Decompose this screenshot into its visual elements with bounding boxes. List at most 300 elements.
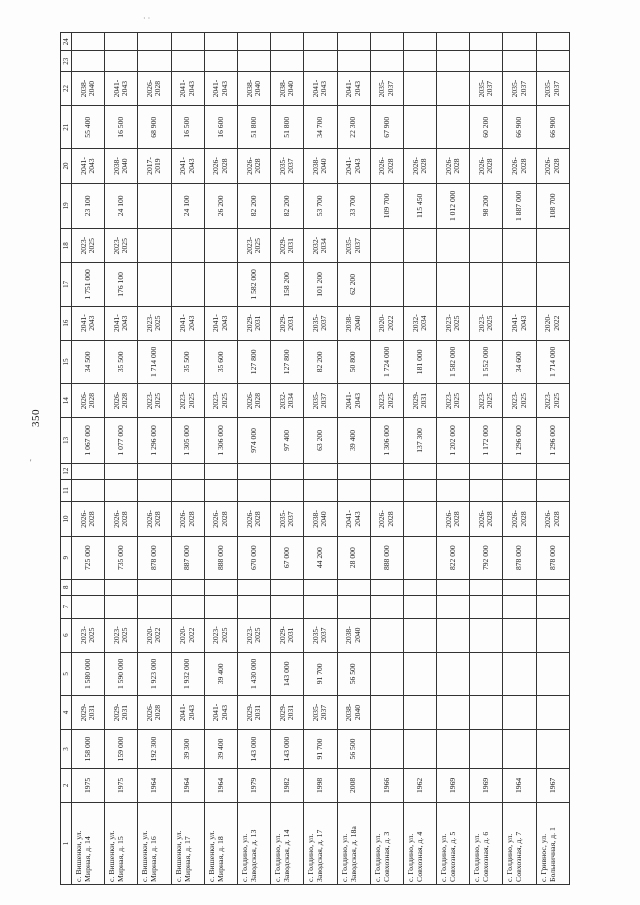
value-cell: 2032-2034 — [271, 383, 304, 417]
value-cell — [138, 463, 171, 479]
value-cell — [503, 33, 536, 51]
value-cell — [503, 463, 536, 479]
value-cell — [138, 595, 171, 618]
column-number-cell: 12 — [61, 463, 72, 479]
value-cell — [171, 595, 204, 618]
value-cell — [470, 463, 503, 479]
value-cell — [470, 695, 503, 729]
value-cell — [470, 33, 503, 51]
value-cell — [138, 479, 171, 502]
value-cell: 2035-2037 — [370, 71, 403, 105]
value-cell: 109 700 — [370, 183, 403, 229]
value-cell: 115 450 — [403, 183, 436, 229]
value-cell — [403, 595, 436, 618]
column-number-cell: 17 — [61, 263, 72, 306]
value-cell: 2029-2031 — [105, 695, 138, 729]
value-cell — [536, 229, 569, 263]
value-cell: 1966 — [370, 768, 403, 802]
value-cell — [503, 618, 536, 652]
value-cell — [237, 579, 270, 595]
value-cell: 2023-2025 — [237, 618, 270, 652]
value-cell — [304, 479, 337, 502]
value-cell: 2038-2040 — [337, 306, 370, 340]
value-cell — [437, 51, 470, 72]
value-cell — [204, 33, 237, 51]
value-cell: 2038-2040 — [72, 71, 105, 105]
value-cell — [105, 51, 138, 72]
value-cell: 35 500 — [105, 340, 138, 383]
value-cell: 2035-2037 — [271, 149, 304, 183]
column-number-cell: 13 — [61, 418, 72, 464]
value-cell — [470, 479, 503, 502]
value-cell — [304, 51, 337, 72]
value-cell: 2038-2040 — [237, 71, 270, 105]
value-cell — [470, 263, 503, 306]
value-cell — [337, 579, 370, 595]
value-cell: 2029-2031 — [271, 618, 304, 652]
value-cell: 127 800 — [271, 340, 304, 383]
value-cell — [503, 229, 536, 263]
value-cell — [370, 263, 403, 306]
value-cell: 1 580 000 — [72, 652, 105, 695]
value-cell: 1 751 000 — [72, 263, 105, 306]
value-cell: 1982 — [271, 768, 304, 802]
value-cell: 2041-2043 — [72, 306, 105, 340]
value-cell: 2026-2028 — [536, 502, 569, 536]
value-cell — [470, 652, 503, 695]
value-cell: 91 700 — [304, 652, 337, 695]
value-cell — [437, 595, 470, 618]
value-cell: 2023-2025 — [437, 383, 470, 417]
value-cell — [237, 463, 270, 479]
value-cell — [204, 229, 237, 263]
value-cell — [503, 479, 536, 502]
value-cell: 2035-2037 — [304, 383, 337, 417]
value-cell — [403, 695, 436, 729]
value-cell — [437, 618, 470, 652]
value-cell — [72, 463, 105, 479]
value-cell — [204, 51, 237, 72]
column-number-cell: 21 — [61, 106, 72, 149]
value-cell — [370, 51, 403, 72]
value-cell — [105, 479, 138, 502]
value-cell: 2041-2043 — [171, 306, 204, 340]
value-cell: 176 100 — [105, 263, 138, 306]
value-cell: 2041-2043 — [105, 306, 138, 340]
value-cell: 2026-2028 — [503, 149, 536, 183]
value-cell: 2023-2025 — [138, 383, 171, 417]
value-cell — [72, 33, 105, 51]
address-cell: с. Голдино, ул. Заводская, д. 13 — [237, 803, 270, 885]
value-cell: 39 300 — [171, 730, 204, 769]
value-cell — [304, 579, 337, 595]
value-cell: 66 900 — [503, 106, 536, 149]
value-cell — [503, 652, 536, 695]
column-number-cell: 14 — [61, 383, 72, 417]
value-cell: 792 000 — [470, 536, 503, 579]
value-cell — [204, 263, 237, 306]
value-cell: 158 000 — [72, 730, 105, 769]
value-cell — [105, 595, 138, 618]
value-cell — [370, 463, 403, 479]
value-cell: 2029-2031 — [271, 695, 304, 729]
value-cell: 34 700 — [304, 106, 337, 149]
value-cell — [437, 579, 470, 595]
address-cell: с. Голдино, ул. Заводская, д. 18а — [337, 803, 370, 885]
address-cell: с. Голдино, ул. Совхозная, д. 7 — [503, 803, 536, 885]
value-cell: 2023-2025 — [470, 306, 503, 340]
value-cell: 2035-2037 — [271, 502, 304, 536]
value-cell: 2035-2037 — [536, 71, 569, 105]
value-cell: 62 200 — [337, 263, 370, 306]
value-cell — [403, 51, 436, 72]
value-cell: 2038-2040 — [271, 71, 304, 105]
value-cell: 2026-2028 — [72, 383, 105, 417]
value-cell — [403, 463, 436, 479]
value-cell — [304, 33, 337, 51]
value-cell — [204, 479, 237, 502]
value-cell: 2023-2025 — [105, 229, 138, 263]
value-cell: 1 430 000 — [237, 652, 270, 695]
value-cell: 1 296 000 — [536, 418, 569, 464]
value-cell: 22 300 — [337, 106, 370, 149]
value-cell — [171, 479, 204, 502]
value-cell — [403, 536, 436, 579]
value-cell — [370, 730, 403, 769]
value-cell — [138, 229, 171, 263]
value-cell — [204, 463, 237, 479]
value-cell: 2026-2028 — [138, 695, 171, 729]
value-cell: 1 932 000 — [171, 652, 204, 695]
value-cell: 67 900 — [370, 106, 403, 149]
table-row — [138, 33, 171, 885]
address-cell: с. Голдино, ул. Заводская, д. 17 — [304, 803, 337, 885]
address-cell: с. Вишенки, ул. Мирная, д. 16 — [138, 803, 171, 885]
value-cell: 56 500 — [337, 652, 370, 695]
value-cell — [470, 730, 503, 769]
value-cell: 2035-2037 — [304, 618, 337, 652]
value-cell — [437, 33, 470, 51]
value-cell — [72, 479, 105, 502]
value-cell: 67 000 — [271, 536, 304, 579]
value-cell: 2029-2031 — [271, 306, 304, 340]
value-cell: 2026-2028 — [171, 502, 204, 536]
value-cell: 1 552 000 — [470, 340, 503, 383]
value-cell: 2026-2028 — [204, 502, 237, 536]
value-cell: 1964 — [503, 768, 536, 802]
value-cell — [403, 106, 436, 149]
value-cell: 1964 — [138, 768, 171, 802]
value-cell — [370, 229, 403, 263]
value-cell: 2026-2028 — [470, 149, 503, 183]
value-cell: 2038-2040 — [337, 695, 370, 729]
value-cell — [271, 33, 304, 51]
value-cell: 1 077 000 — [105, 418, 138, 464]
value-cell — [470, 229, 503, 263]
value-cell: 888 000 — [204, 536, 237, 579]
value-cell: 2026-2028 — [237, 383, 270, 417]
value-cell: 55 400 — [72, 106, 105, 149]
value-cell — [370, 695, 403, 729]
value-cell — [437, 229, 470, 263]
address-cell: с. Голдино, ул. Совхозная, д. 6 — [470, 803, 503, 885]
value-cell — [503, 51, 536, 72]
table-row — [72, 33, 105, 885]
address-cell: с. Вишенки, ул. Мирная, д. 18 — [204, 803, 237, 885]
value-cell — [237, 479, 270, 502]
value-cell: 2041-2043 — [204, 695, 237, 729]
value-cell — [271, 479, 304, 502]
column-number-cell: 2 — [61, 768, 72, 802]
value-cell: 2041-2043 — [304, 71, 337, 105]
address-cell: с. Вишенки, ул. Мирная, д. 17 — [171, 803, 204, 885]
value-cell: 2026-2028 — [470, 502, 503, 536]
value-cell: 34 500 — [72, 340, 105, 383]
value-cell — [503, 579, 536, 595]
value-cell: 2041-2043 — [337, 149, 370, 183]
value-cell: 2026-2028 — [403, 149, 436, 183]
value-cell — [105, 463, 138, 479]
value-cell — [536, 618, 569, 652]
value-cell: 2041-2043 — [204, 71, 237, 105]
value-cell: 2029-2031 — [72, 695, 105, 729]
value-cell — [337, 463, 370, 479]
value-cell: 2038-2040 — [105, 149, 138, 183]
value-cell: 2026-2028 — [370, 149, 403, 183]
column-number-cell: 10 — [61, 502, 72, 536]
value-cell: 50 800 — [337, 340, 370, 383]
value-cell: 725 000 — [72, 536, 105, 579]
value-cell — [536, 33, 569, 51]
value-cell — [503, 263, 536, 306]
value-cell — [72, 51, 105, 72]
value-cell — [204, 579, 237, 595]
value-cell: 2041-2043 — [72, 149, 105, 183]
value-cell: 2041-2043 — [337, 383, 370, 417]
value-cell: 2029-2031 — [403, 383, 436, 417]
value-cell — [536, 463, 569, 479]
value-cell: 143 000 — [271, 730, 304, 769]
value-cell: 1 923 000 — [138, 652, 171, 695]
column-number-row — [61, 33, 72, 885]
value-cell: 2023-2025 — [237, 229, 270, 263]
value-cell — [536, 695, 569, 729]
value-cell — [237, 33, 270, 51]
value-cell — [370, 479, 403, 502]
value-cell: 16 500 — [171, 106, 204, 149]
value-cell — [536, 730, 569, 769]
value-cell: 28 000 — [337, 536, 370, 579]
value-cell — [403, 730, 436, 769]
value-cell — [138, 579, 171, 595]
value-cell: 97 400 — [271, 418, 304, 464]
value-cell: 1964 — [204, 768, 237, 802]
value-cell — [138, 263, 171, 306]
value-cell: 1 714 000 — [138, 340, 171, 383]
value-cell: 33 700 — [337, 183, 370, 229]
column-number-cell: 23 — [61, 51, 72, 72]
value-cell: 108 700 — [536, 183, 569, 229]
column-number-cell: 7 — [61, 595, 72, 618]
value-cell: 2038-2040 — [304, 502, 337, 536]
value-cell: 2041-2043 — [105, 71, 138, 105]
page-number: 350 — [30, 409, 42, 427]
value-cell: 39 400 — [204, 652, 237, 695]
value-cell: 2032-2034 — [403, 306, 436, 340]
address-cell: с. Голдино, ул. Заводская, д. 14 — [271, 803, 304, 885]
value-cell: 51 800 — [237, 106, 270, 149]
value-cell — [536, 263, 569, 306]
value-cell — [403, 229, 436, 263]
value-cell — [536, 652, 569, 695]
value-cell: 2026-2028 — [237, 149, 270, 183]
value-cell: 2035-2037 — [337, 229, 370, 263]
value-cell: 2041-2043 — [204, 306, 237, 340]
value-cell — [470, 579, 503, 595]
value-cell: 1 714 000 — [536, 340, 569, 383]
value-cell: 1998 — [304, 768, 337, 802]
column-number-cell: 19 — [61, 183, 72, 229]
column-number-cell: 9 — [61, 536, 72, 579]
value-cell — [370, 595, 403, 618]
value-cell: 2041-2043 — [171, 71, 204, 105]
value-cell: 1 202 000 — [437, 418, 470, 464]
value-cell: 16 600 — [204, 106, 237, 149]
value-cell — [337, 51, 370, 72]
value-cell: 2041-2043 — [171, 695, 204, 729]
value-cell — [271, 595, 304, 618]
table-row — [105, 33, 138, 885]
value-cell — [337, 595, 370, 618]
table-row — [503, 33, 536, 885]
value-cell: 1 887 000 — [503, 183, 536, 229]
value-cell — [105, 33, 138, 51]
table-row — [470, 33, 503, 885]
value-cell — [337, 479, 370, 502]
value-cell — [403, 618, 436, 652]
address-cell: с. Вишенки, ул. Мирная, д. 14 — [72, 803, 105, 885]
value-cell: 2038-2040 — [337, 618, 370, 652]
value-cell — [437, 652, 470, 695]
value-cell — [370, 618, 403, 652]
value-cell: 2023-2025 — [204, 383, 237, 417]
value-cell: 2032-2034 — [304, 229, 337, 263]
capital-repair-table — [60, 32, 570, 885]
value-cell: 1964 — [171, 768, 204, 802]
value-cell: 735 000 — [105, 536, 138, 579]
value-cell — [536, 579, 569, 595]
value-cell: 2020-2022 — [138, 618, 171, 652]
table-row — [304, 33, 337, 885]
value-cell: 2008 — [337, 768, 370, 802]
value-cell — [105, 579, 138, 595]
value-cell: 1 012 000 — [437, 183, 470, 229]
column-number-cell: 1 — [61, 803, 72, 885]
value-cell: 1969 — [437, 768, 470, 802]
value-cell — [470, 618, 503, 652]
value-cell — [403, 33, 436, 51]
value-cell: 181 000 — [403, 340, 436, 383]
value-cell: 1 296 000 — [503, 418, 536, 464]
column-number-cell: 4 — [61, 695, 72, 729]
address-cell: с. Вишенки, ул. Мирная, д. 15 — [105, 803, 138, 885]
value-cell: 39 400 — [337, 418, 370, 464]
value-cell: 2026-2028 — [105, 502, 138, 536]
value-cell: 1962 — [403, 768, 436, 802]
value-cell: 2041-2043 — [337, 71, 370, 105]
column-number-cell: 16 — [61, 306, 72, 340]
value-cell: 2026-2028 — [437, 149, 470, 183]
value-cell — [138, 33, 171, 51]
column-number-cell: 3 — [61, 730, 72, 769]
value-cell — [337, 33, 370, 51]
value-cell: 2026-2028 — [437, 502, 470, 536]
value-cell — [437, 71, 470, 105]
value-cell: 2035-2037 — [304, 695, 337, 729]
value-cell: 1975 — [72, 768, 105, 802]
table-row — [403, 33, 436, 885]
value-cell: 2023-2025 — [536, 383, 569, 417]
value-cell: 2026-2028 — [138, 502, 171, 536]
value-cell: 53 700 — [304, 183, 337, 229]
value-cell: 2041-2043 — [337, 502, 370, 536]
value-cell — [536, 595, 569, 618]
value-cell — [72, 579, 105, 595]
address-cell: с. Голдино, ул. Совхозная, д. 3 — [370, 803, 403, 885]
column-number-cell: 5 — [61, 652, 72, 695]
value-cell — [536, 51, 569, 72]
value-cell: 63 200 — [304, 418, 337, 464]
value-cell — [237, 51, 270, 72]
value-cell: 888 000 — [370, 536, 403, 579]
value-cell: 56 500 — [337, 730, 370, 769]
value-cell: 2026-2028 — [370, 502, 403, 536]
value-cell: 2029-2031 — [271, 229, 304, 263]
scan-mark: ' — [30, 458, 32, 467]
value-cell: 1975 — [105, 768, 138, 802]
table-row — [370, 33, 403, 885]
value-cell: 1979 — [237, 768, 270, 802]
value-cell: 66 900 — [536, 106, 569, 149]
value-cell: 2023-2025 — [171, 383, 204, 417]
column-number-cell: 8 — [61, 579, 72, 595]
value-cell: 127 800 — [237, 340, 270, 383]
value-cell — [138, 51, 171, 72]
value-cell — [536, 479, 569, 502]
value-cell — [370, 652, 403, 695]
column-number-cell: 18 — [61, 229, 72, 263]
value-cell: 2023-2025 — [105, 618, 138, 652]
value-cell: 1 306 000 — [370, 418, 403, 464]
value-cell: 2026-2028 — [105, 383, 138, 417]
value-cell — [171, 33, 204, 51]
value-cell — [403, 502, 436, 536]
value-cell: 2029-2031 — [237, 695, 270, 729]
value-cell: 158 200 — [271, 263, 304, 306]
value-cell: 1 590 000 — [105, 652, 138, 695]
value-cell: 60 200 — [470, 106, 503, 149]
column-number-cell: 24 — [61, 33, 72, 51]
value-cell — [437, 263, 470, 306]
value-cell — [370, 579, 403, 595]
scan-speck: · · — [143, 14, 151, 23]
value-cell — [370, 33, 403, 51]
value-cell: 1 582 000 — [437, 340, 470, 383]
value-cell: 137 300 — [403, 418, 436, 464]
value-cell — [437, 463, 470, 479]
table-row — [171, 33, 204, 885]
address-cell: с. Голдино, ул. Совхозная, д. 5 — [437, 803, 470, 885]
